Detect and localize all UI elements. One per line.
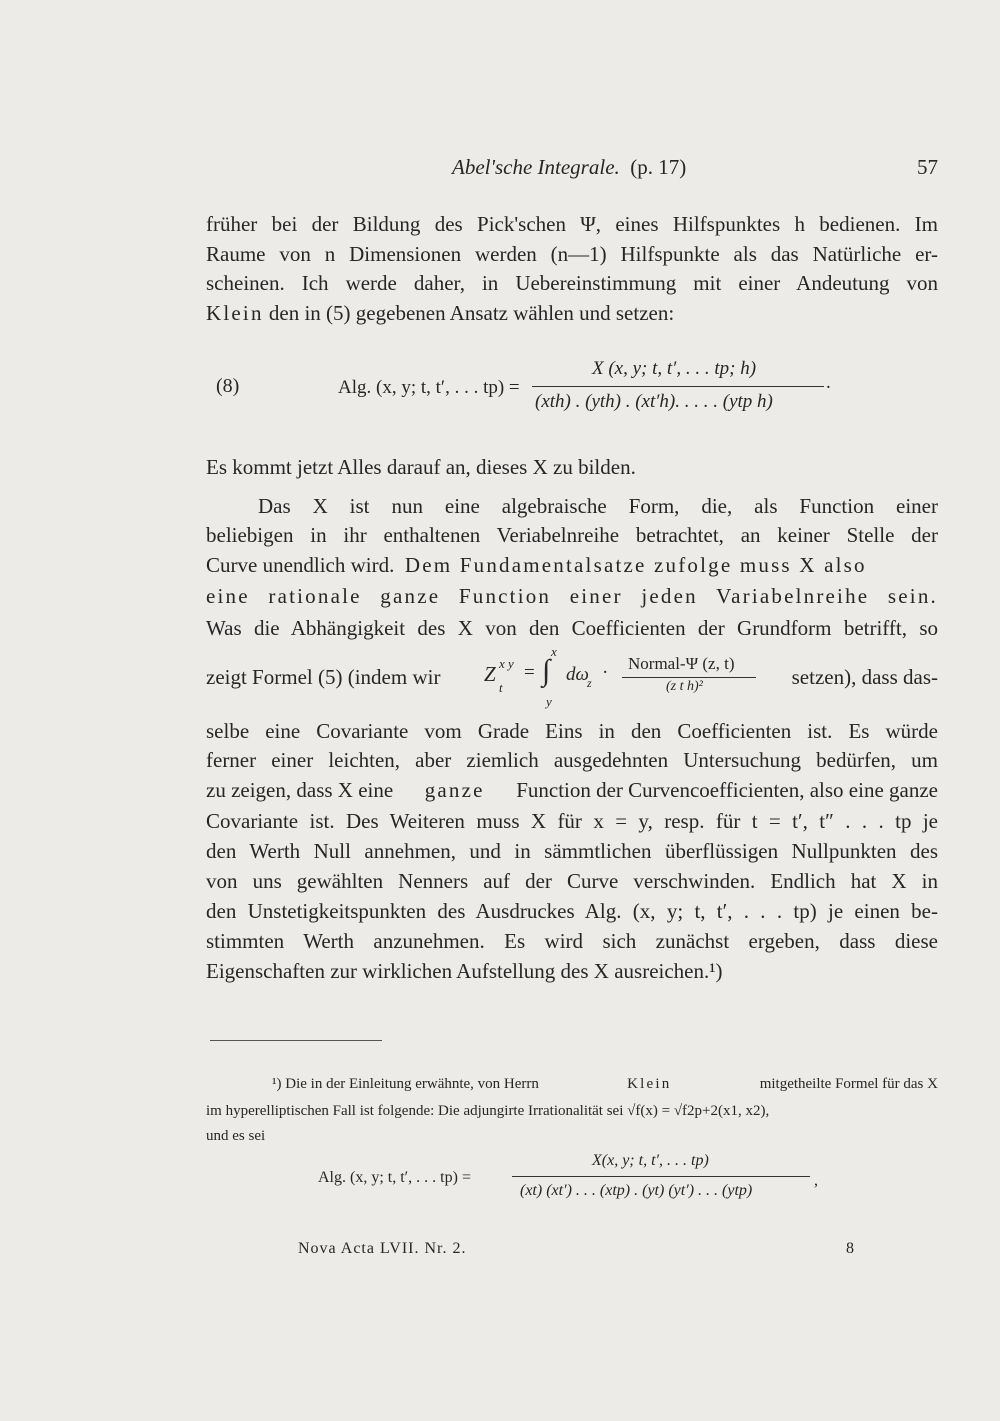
text-line: Curve unendlich wird. Dem Fundamentalsatze zufolge muss X also: [206, 553, 867, 577]
formula-lhs: Alg. (x, y; t, t′, . . . tp) =: [318, 1169, 471, 1186]
text-line: ferner einer leichten, aber ziemlich ausgedehnten Untersuchung bedürfen, um: [206, 748, 938, 772]
text-line: setzen), dass das-: [791, 665, 938, 689]
footnote-line: im hyperelliptischen Fall ist folgende: Die adjungirte Irrationalität sei √f(x) = √f2p+2(x1, x2),: [206, 1103, 770, 1119]
text-line: Eigenschaften zur wirklichen Aufstellung des X ausreichen.¹): [206, 959, 723, 983]
formula-numerator: Normal-Ψ (z, t): [628, 654, 735, 673]
journal-signature: Nova Acta LVII. Nr. 2.: [298, 1240, 467, 1257]
text-line: zu zeigen, dass X eine ganze Function der Curvencoefficienten, also eine ganze: [206, 778, 938, 802]
formula-z-sub: t: [499, 680, 503, 695]
text-line: den Unstetigkeitspunkten des Ausdruckes Alg. (x, y; t, t′, . . . tp) je einen be-: [206, 899, 938, 923]
formula-domega: dω: [566, 664, 589, 685]
formula-denominator: (xth) . (yth) . (xt′h). . . . . (ytp h): [535, 391, 773, 412]
integral-sign: ∫: [542, 654, 551, 687]
header-title: Abel'sche Integrale. (p. 17): [452, 155, 687, 179]
text-line: den Werth Null annehmen, und in sämmtlichen überflüssigen Nullpunkten des: [206, 839, 938, 863]
text-line: früher bei der Bildung des Pick'schen Ψ, eines Hilfspunktes h bedienen. Im: [206, 212, 938, 236]
text-line: scheinen. Ich werde daher, in Uebereinstimmung mit einer Andeutung von: [206, 271, 938, 295]
formula-denominator: (z t h)²: [666, 679, 703, 694]
text-line: zeigt Formel (5) (indem wir: [206, 665, 441, 689]
footnote-line: und es sei: [206, 1128, 266, 1144]
fraction-bar: [532, 386, 824, 387]
formula-dot: ·: [602, 662, 609, 683]
sheet-number: 8: [846, 1240, 855, 1257]
text-line: beliebigen in ihr enthaltenen Veriabelnreihe betrachtet, an keiner Stelle der: [206, 523, 938, 547]
formula-label: (8): [216, 375, 240, 397]
fraction-bar: [512, 1176, 810, 1177]
formula-end: ,: [814, 1172, 818, 1189]
footnote-line: ¹) Die in der Einleitung erwähnte, von Herrn Klein mitgetheilte Formel für das X: [272, 1076, 938, 1092]
formula-z-sup: x y: [499, 656, 514, 671]
formula-equals: =: [524, 662, 535, 683]
formula-domega-sub: z: [587, 676, 592, 690]
text-line: Raume von n Dimensionen werden (n—1) Hilfspunkte als das Natürliche er-: [206, 242, 938, 266]
text-line: selbe eine Covariante vom Grade Eins in den Coefficienten ist. Es würde: [206, 719, 938, 743]
formula-end: .: [826, 372, 831, 393]
page-number: 57: [917, 155, 938, 179]
formula-numerator: X (x, y; t, t′, . . . tp; h): [592, 358, 757, 379]
footnote-rule: [210, 1040, 382, 1041]
formula-numerator: X(x, y; t, t′, . . . tp): [592, 1152, 709, 1169]
text-line: Was die Abhängigkeit des X von den Coefficienten der Grundform betrifft, so: [206, 616, 938, 640]
text-line: von uns gewählten Nenners auf der Curve verschwinden. Endlich hat X in: [206, 869, 938, 893]
formula-lhs: Alg. (x, y; t, t′, . . . tp) =: [338, 377, 520, 398]
formula-denominator: (xt) (xt′) . . . (xtp) . (yt) (yt′) . . . (ytp): [520, 1182, 753, 1199]
text-line: Covariante ist. Des Weiteren muss X für x = y, resp. für t = t′, t″ . . . tp je: [206, 809, 938, 833]
text-line: Es kommt jetzt Alles darauf an, dieses X zu bilden.: [206, 455, 636, 479]
integral-upper: x: [551, 644, 557, 659]
fraction-bar: [622, 677, 756, 678]
text-line: Klein den in (5) gegebenen Ansatz wählen und setzen:: [206, 301, 675, 325]
text-line: stimmten Werth anzunehmen. Es wird sich zunächst ergeben, dass diese: [206, 929, 938, 953]
integral-lower: y: [546, 694, 552, 709]
running-header: [206, 155, 938, 185]
text-line: Das X ist nun eine algebraische Form, die, als Function einer: [258, 494, 938, 518]
text-line: eine rationale ganze Function einer jeden Variabelnreihe sein.: [206, 584, 938, 608]
formula-z: Z: [484, 662, 496, 686]
